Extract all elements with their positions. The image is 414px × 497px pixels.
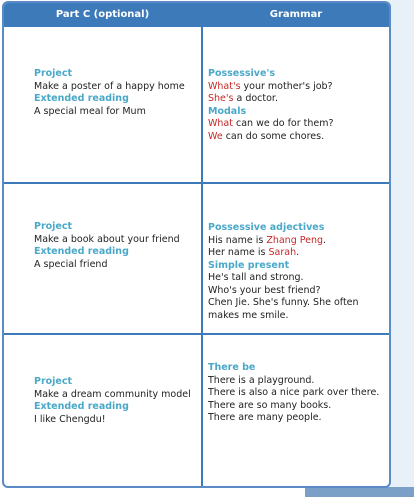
example-sentence: What's your mother's job? — [208, 80, 333, 92]
grammar-label: There be — [208, 362, 256, 373]
example-sentence: Chen Jie. She's funny. She often makes me smile. — [208, 297, 359, 321]
project-text: Make a poster of a happy home — [34, 80, 185, 92]
extended-reading-text: A special meal for Mum — [34, 105, 146, 117]
example-sentence: There is a playground. — [208, 374, 315, 386]
page-background-strip — [388, 0, 414, 497]
example-sentence: He's tall and strong. — [208, 272, 304, 283]
extended-reading-label: Extended reading — [34, 246, 129, 257]
project-text: Make a book about your friend — [34, 233, 180, 245]
extended-reading-label: Extended reading — [34, 401, 129, 412]
grammar-label: Possessive's — [208, 68, 276, 79]
header-grammar: Grammar — [269, 9, 323, 20]
example-sentence: There are many people. — [208, 412, 322, 423]
extended-reading-label: Extended reading — [34, 93, 129, 104]
example-sentence: We can do some chores. — [208, 130, 325, 142]
grammar-label: Simple present — [208, 259, 290, 271]
extended-reading-text: I like Chengdu! — [34, 413, 106, 425]
row1-grammar — [208, 68, 389, 143]
example-sentence: Who's your best friend? — [208, 284, 321, 296]
project-label: Project — [34, 68, 73, 79]
grammar-label: Possessive adjectives — [208, 222, 325, 233]
project-label: Project — [34, 221, 73, 232]
example-sentence: Her name is Sarah. — [208, 247, 300, 258]
row-divider — [4, 182, 389, 184]
row-divider — [4, 333, 389, 335]
project-label: Project — [34, 376, 73, 387]
row3-part-c — [34, 376, 199, 426]
grammar-table — [2, 1, 391, 488]
project-text: Make a dream community model — [34, 388, 191, 400]
row1-part-c — [34, 68, 199, 118]
row3-grammar — [208, 362, 389, 425]
example-sentence: There are so many books. — [208, 399, 332, 411]
column-divider — [201, 3, 203, 486]
header-part-c: Part C (optional) — [55, 9, 150, 20]
example-sentence: His name is Zhang Peng. — [208, 234, 327, 246]
example-sentence: What can we do for them? — [208, 118, 334, 129]
page-footer-bar — [305, 487, 414, 497]
table-header — [4, 3, 389, 27]
extended-reading-text: A special friend — [34, 258, 108, 270]
example-sentence: There is also a nice park over there. — [208, 387, 380, 398]
row2-part-c — [34, 221, 199, 271]
example-sentence: She's a doctor. — [208, 93, 278, 104]
grammar-label: Modals — [208, 105, 247, 117]
row2-grammar — [208, 222, 389, 322]
